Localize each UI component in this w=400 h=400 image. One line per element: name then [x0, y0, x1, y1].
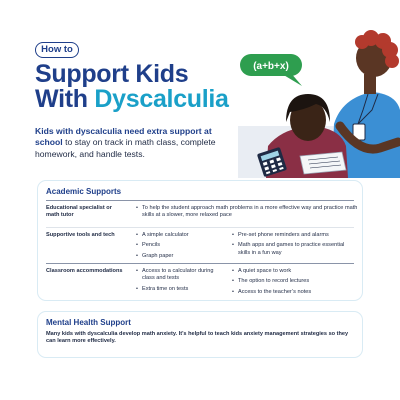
- support-row: [46, 205, 358, 223]
- list-item: • To help the student approach math problems in a more effective way and practice math skills at a slower, more relaxed pace: [136, 205, 361, 220]
- intro-paragraph: [35, 126, 235, 160]
- how-to-badge: How to: [35, 42, 79, 58]
- divider: [46, 200, 354, 201]
- mental-health-card: [37, 311, 363, 358]
- divider: [46, 227, 354, 228]
- intro-bold: Kids with dyscalculia need extra support at school: [35, 126, 212, 148]
- title-line-2-start: With: [35, 85, 95, 113]
- support-row: [46, 268, 354, 300]
- title-line-2-highlight: Dyscalculia: [94, 85, 229, 113]
- notebook: [300, 152, 346, 174]
- page-title: [35, 62, 229, 112]
- support-row-label: Classroom accommodations: [46, 268, 123, 274]
- mental-health-title: Mental Health Support: [46, 318, 131, 327]
- academic-supports-card: [37, 180, 363, 301]
- list-item: • Extra time on tests: [136, 286, 224, 293]
- speech-bubble-text: (a+b+x): [253, 61, 289, 72]
- list-item: • A quiet space to work: [232, 268, 352, 275]
- intro-rest: to stay on track in math class, complete homework, and handle tests.: [35, 137, 216, 159]
- title-line-1: Support Kids: [35, 60, 189, 88]
- list-item: • A simple calculator: [136, 232, 224, 239]
- list-item: • Pencils: [136, 242, 224, 249]
- list-item: • Pre-set phone reminders and alarms: [232, 232, 352, 239]
- support-row-label: Educational specialist or math tutor: [46, 205, 112, 219]
- list-item: • Access to the teacher’s notes: [232, 289, 352, 296]
- list-item: • Graph paper: [136, 253, 224, 260]
- illustration: [230, 28, 400, 178]
- list-item: • Access to a calculator during class and tests: [136, 268, 224, 283]
- adult-neck: [364, 74, 376, 94]
- support-row: [46, 232, 354, 262]
- divider: [46, 263, 354, 264]
- support-row-label: Supportive tools and tech: [46, 232, 115, 238]
- mental-health-text: Many kids with dyscalculia develop math anxiety. It’s helpful to teach kids anxiety management strategies so they can learn more effectively.: [46, 331, 349, 345]
- speech-bubble: [240, 54, 302, 86]
- academic-supports-title: Academic Supports: [46, 187, 122, 196]
- list-item: • Math apps and games to practice essential skills in a fun way: [232, 242, 352, 257]
- list-item: • The option to record lectures: [232, 278, 352, 285]
